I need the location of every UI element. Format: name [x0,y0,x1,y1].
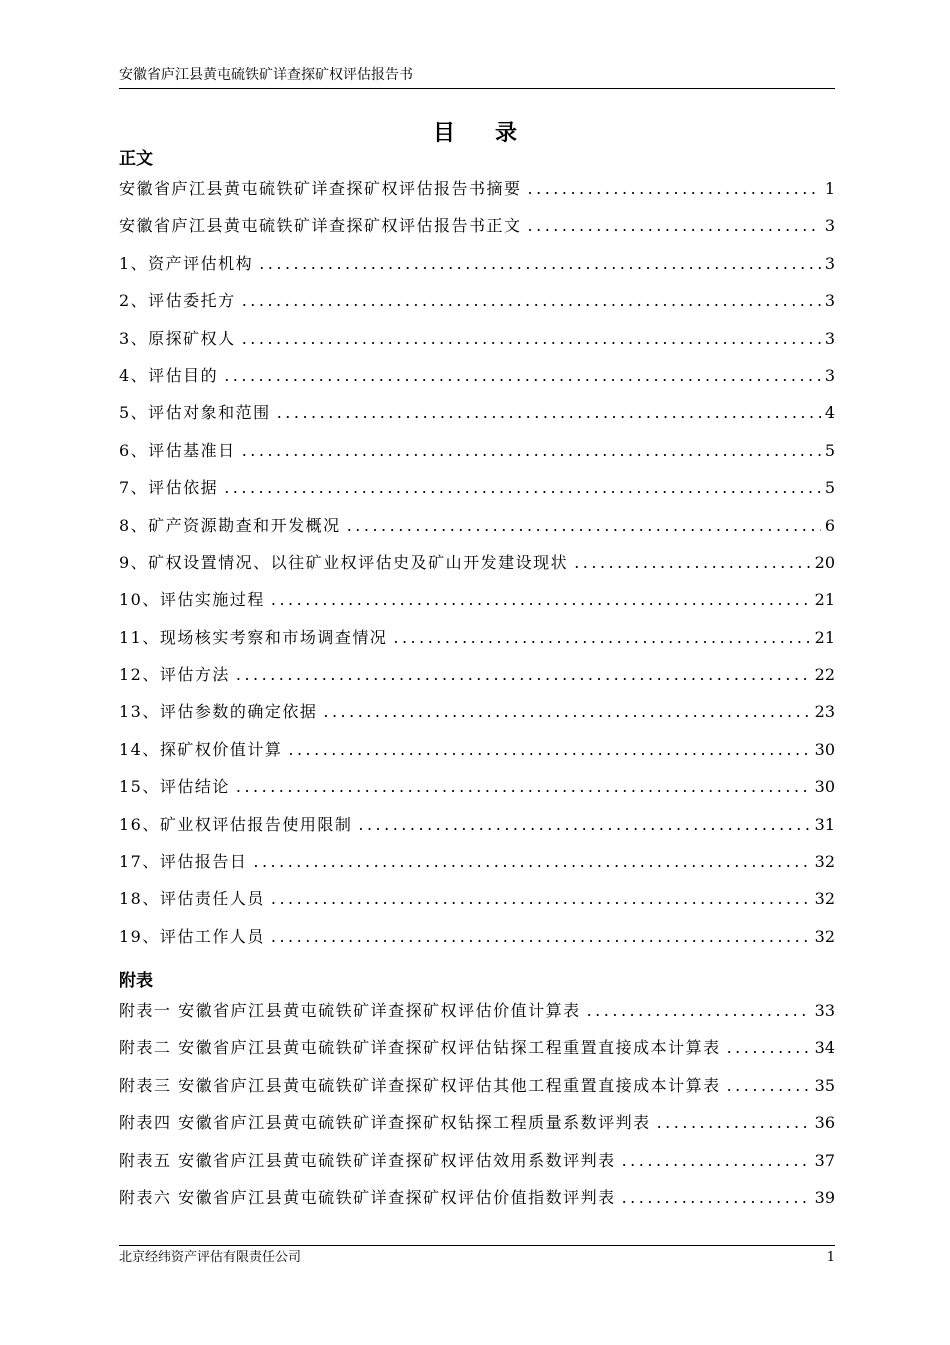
toc-dot-leader [224,478,821,497]
toc-entry-page: 3 [824,291,835,311]
toc-entry[interactable] [119,176,835,213]
toc-dot-leader [271,590,811,609]
toc-dot-leader [528,179,821,198]
toc-entry-text: 17、评估报告日 [119,852,248,872]
toc-entry-text: 1、资产评估机构 [119,253,254,273]
toc-entry-page: 23 [814,702,835,722]
toc-dot-leader [224,366,821,385]
toc-entry-page: 33 [814,1001,835,1020]
toc-entry-page: 3 [824,365,835,385]
toc-dot-leader [587,1001,811,1020]
toc-entry-page: 35 [814,1075,835,1095]
toc-dot-leader [727,1038,811,1057]
toc-entry[interactable] [119,1073,835,1110]
toc-dot-leader [242,291,821,310]
toc-entry[interactable] [119,1035,835,1072]
toc-entry-text: 18、评估责任人员 [119,889,265,909]
toc-entry-page: 20 [814,552,835,572]
toc-dot-leader [242,441,821,460]
running-header: 安徽省庐江县黄屯硫铁矿详查探矿权评估报告书 [119,66,835,89]
toc-dot-leader [253,852,810,871]
toc-entry-page: 32 [814,852,835,872]
toc-dot-leader [393,628,810,647]
toc-entry-page: 3 [824,328,835,348]
toc-entry[interactable] [119,550,835,587]
toc-entry-page: 22 [814,665,835,685]
toc-entry-text: 14、探矿权价值计算 [119,739,283,759]
toc-entry[interactable] [119,1148,835,1185]
footer-page-number: 1 [826,1250,835,1265]
toc-entry-text: 8、矿产资源勘查和开发概况 [119,515,341,535]
toc-entry[interactable] [119,886,835,923]
toc-entry[interactable] [119,774,835,811]
toc-dot-leader [277,403,821,422]
toc-entry[interactable] [119,288,835,325]
toc-entry-text: 7、评估依据 [119,478,219,498]
section-heading-main: 正文 [119,149,153,169]
toc-entry-page: 30 [814,739,835,759]
toc-dot-leader [358,815,810,834]
toc-entry-text: 10、评估实施过程 [119,590,265,610]
toc-entry-text: 2、评估委托方 [119,291,236,311]
toc-entry-text: 15、评估结论 [119,777,230,797]
toc-entry-page: 4 [824,403,835,423]
toc-entry[interactable] [119,1185,835,1222]
toc-entry[interactable] [119,737,835,774]
toc-entry-text: 4、评估目的 [119,365,219,385]
toc-dot-leader [622,1188,811,1207]
page-title: 目录 [432,121,557,146]
toc-entry-text: 16、矿业权评估报告使用限制 [119,814,353,834]
toc-entry-text: 11、现场核实考察和市场调查情况 [119,627,388,647]
toc-entry-text: 安徽省庐江县黄屯硫铁矿详查探矿权评估报告书正文 [119,216,522,236]
section-heading-appendix: 附表 [119,971,153,991]
toc-entry-page: 37 [814,1150,835,1170]
toc-entry-text: 19、评估工作人员 [119,926,265,946]
toc-entry-text: 附表五 安徽省庐江县黄屯硫铁矿详查探矿权评估效用系数评判表 [119,1150,616,1170]
toc-dot-leader [574,553,810,572]
toc-entry-page: 5 [824,478,835,498]
toc-entry-page: 34 [814,1038,835,1058]
toc-entry-page: 6 [824,515,835,535]
toc-entry[interactable] [119,699,835,736]
toc-dot-leader [271,889,811,908]
toc-entry-text: 6、评估基准日 [119,440,236,460]
toc-entry-text: 附表一 安徽省庐江县黄屯硫铁矿详查探矿权评估价值计算表 [119,1001,581,1020]
toc-entry-page: 3 [824,216,835,236]
toc-entry[interactable] [119,438,835,475]
toc-entry-text: 9、矿权设置情况、以往矿业权评估史及矿山开发建设现状 [119,552,569,572]
toc-entry[interactable] [119,1110,835,1147]
toc-entry[interactable] [119,326,835,363]
toc-entry-text: 附表六 安徽省庐江县黄屯硫铁矿详查探矿权评估价值指数评判表 [119,1187,616,1207]
toc-entry[interactable] [119,363,835,400]
toc-entry[interactable] [119,812,835,849]
toc-entry[interactable] [119,587,835,624]
toc-entry[interactable] [119,213,835,250]
toc-dot-leader [727,1076,811,1095]
toc-entry[interactable] [119,924,835,961]
toc-entry-page: 21 [814,590,835,610]
toc-dot-leader [528,216,821,235]
toc-dot-leader [288,740,810,759]
toc-entry[interactable] [119,251,835,288]
toc-entry-page: 1 [824,179,835,198]
toc-entry[interactable] [119,400,835,437]
toc-entry[interactable] [119,662,835,699]
toc-dot-leader [347,516,821,535]
toc-entry[interactable] [119,849,835,886]
toc-entry[interactable] [119,998,835,1035]
toc-entry-text: 安徽省庐江县黄屯硫铁矿详查探矿权评估报告书摘要 [119,179,522,198]
toc-entry-page: 39 [814,1187,835,1207]
footer-company: 北京经纬资产评估有限责任公司 [119,1250,302,1265]
toc-entry-page: 36 [814,1113,835,1133]
running-footer [119,1245,835,1266]
toc-entry-text: 13、评估参数的确定依据 [119,702,318,722]
toc-entry-text: 附表三 安徽省庐江县黄屯硫铁矿详查探矿权评估其他工程重置直接成本计算表 [119,1075,721,1095]
toc-entry-text: 5、评估对象和范围 [119,403,271,423]
toc-dot-leader [259,254,821,273]
toc-dot-leader [657,1113,811,1132]
toc-entry-text: 3、原探矿权人 [119,328,236,348]
toc-entry-page: 21 [814,627,835,647]
toc-entry-text: 附表四 安徽省庐江县黄屯硫铁矿详查探矿权钻探工程质量系数评判表 [119,1113,651,1133]
toc-entry[interactable] [119,475,835,512]
toc-dot-leader [622,1151,811,1170]
toc-entry-page: 3 [824,253,835,273]
toc-entry-text: 附表二 安徽省庐江县黄屯硫铁矿详查探矿权评估钻探工程重置直接成本计算表 [119,1038,721,1058]
toc-entry-page: 31 [814,814,835,834]
toc-dot-leader [242,329,821,348]
toc-entry[interactable] [119,513,835,550]
toc-entry-page: 32 [814,889,835,909]
toc-list-appendix [119,998,835,1222]
toc-entry-page: 30 [814,777,835,797]
toc-dot-leader [236,777,811,796]
toc-dot-leader [323,702,810,721]
toc-entry-page: 5 [824,440,835,460]
toc-list-main [119,176,835,961]
toc-dot-leader [236,665,811,684]
toc-entry[interactable] [119,625,835,662]
toc-dot-leader [271,927,811,946]
toc-entry-text: 12、评估方法 [119,665,230,685]
toc-entry-page: 32 [814,926,835,946]
